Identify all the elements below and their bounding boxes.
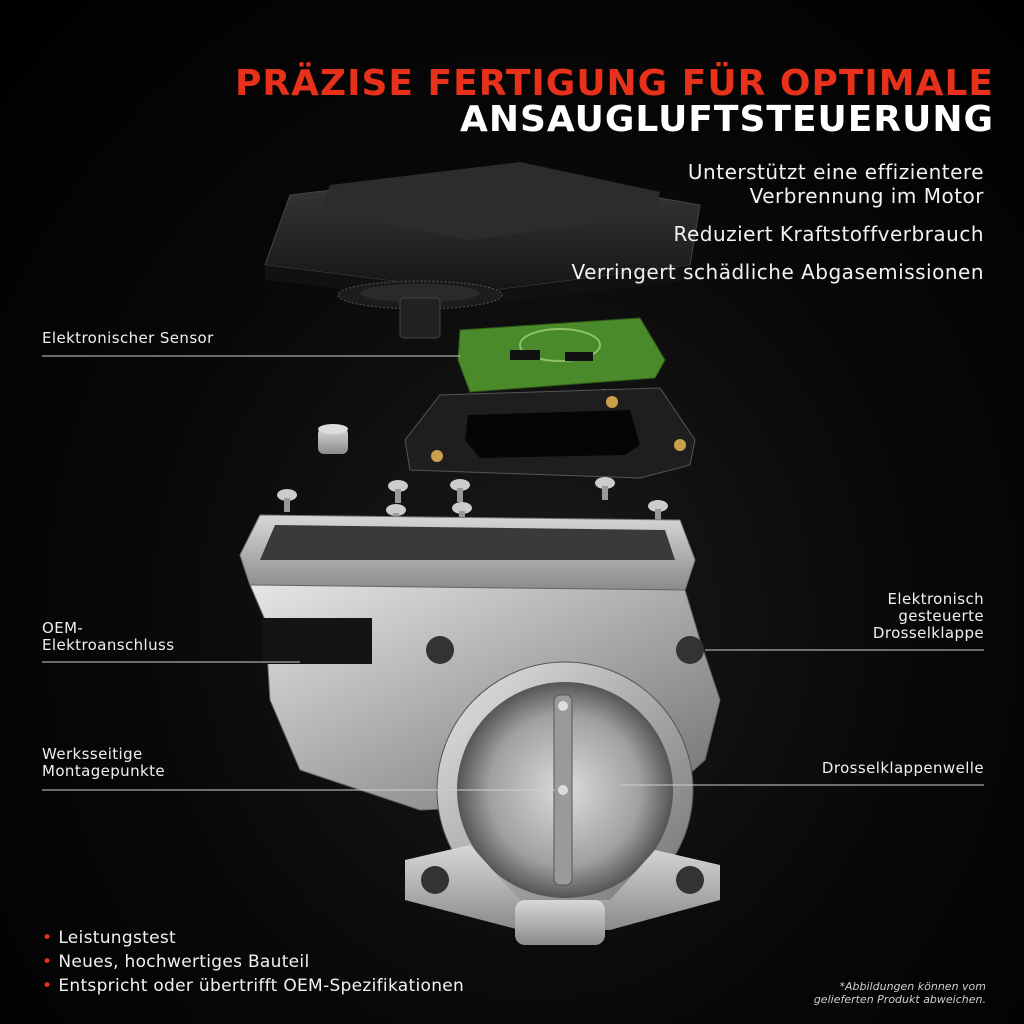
feature-text: Entspricht oder übertrifft OEM-Spezifikationen <box>58 976 465 996</box>
callout-throttle-valve: Elektronisch gesteuerte Drosselklappe <box>872 590 984 642</box>
housing-body <box>240 515 720 945</box>
feature-list <box>42 926 464 998</box>
benefit-emissions: Verringert schädliche Abgasemissionen <box>571 260 984 284</box>
disclaimer: *Abbildungen können vom gelieferten Produkt abweichen. <box>813 980 986 1006</box>
feature-item <box>42 926 464 950</box>
sensor-pcb <box>458 318 665 399</box>
feature-item <box>42 974 464 998</box>
bullet-dot-icon: • <box>42 976 53 996</box>
bullet-dot-icon: • <box>42 928 53 948</box>
bullet-dot-icon: • <box>42 952 53 972</box>
callout-sensor: Elektronischer Sensor <box>42 329 214 347</box>
feature-text: Leistungstest <box>58 928 176 948</box>
headline-line-2: ANSAUGLUFTSTEUERUNG <box>459 99 994 140</box>
callout-mounting-points: Werksseitige Montagepunkte <box>42 745 165 780</box>
gasket-plate <box>405 388 695 478</box>
benefit-fuel: Reduziert Kraftstoffverbrauch <box>673 222 984 246</box>
callout-oem-connector: OEM- Elektroanschluss <box>42 619 175 654</box>
feature-item <box>42 950 464 974</box>
feature-text: Neues, hochwertiges Bauteil <box>58 952 310 972</box>
headline-line-1: PRÄZISE FERTIGUNG FÜR OPTIMALE <box>235 63 994 104</box>
spacer-bushing <box>318 424 348 454</box>
callout-shaft: Drosselklappenwelle <box>821 759 984 777</box>
benefit-efficiency: Unterstützt eine effizientere Verbrennung im Motor <box>687 160 984 208</box>
